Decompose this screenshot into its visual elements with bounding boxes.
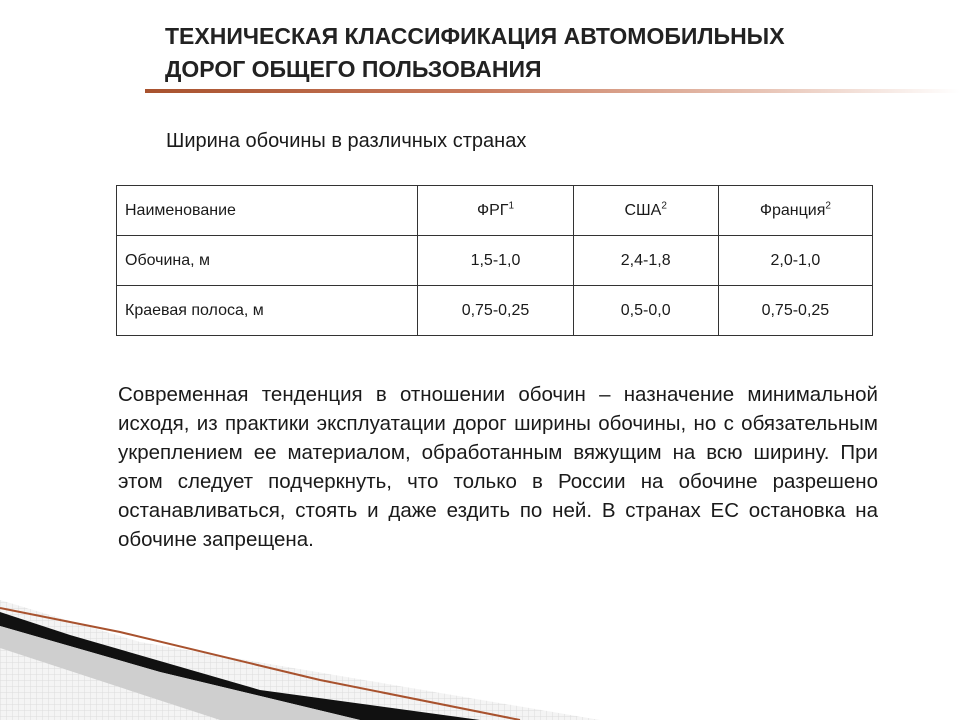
body-paragraph: Современная тенденция в отношении обочин – назначение минимальной исходя, из практики эксплуатации дорог ширины обочины, но с обязательным укреплением ее материалом, обработанным вяжущим на всю ширину. При этом следует подчеркнуть, что только в России на обочине разрешено останавливаться, стоять и даже ездить по ней. В странах ЕС остановка на обочине запрещена. [118,383,878,551]
table-row [117,236,873,286]
decorative-swoosh [0,590,960,720]
cell-frg: 1,5-1,0 [418,236,573,286]
cell-usa: 0,5-0,0 [573,286,718,336]
shoulder-width-table [116,185,873,336]
slide-title-line-1: ТЕХНИЧЕСКАЯ КЛАССИФИКАЦИЯ АВТОМОБИЛЬНЫХ [165,23,785,49]
table-caption: Ширина обочины в различных странах [166,130,527,152]
row-name: Обочина, м [117,236,418,286]
table-header-row [117,186,873,236]
header-usa-note: 2 [661,200,667,212]
cell-france: 2,0-1,0 [718,236,872,286]
cell-usa: 2,4-1,8 [573,236,718,286]
header-france-note: 2 [825,200,831,212]
title-underline [145,89,960,93]
header-usa: США$^2$ [573,186,718,236]
table-row [117,286,873,336]
header-frg-note: 1 [508,200,515,212]
header-frg: ФРГ$^1$ [418,186,573,236]
header-france: Франция$^2$ [718,186,872,236]
row-name: Краевая полоса, м [117,286,418,336]
slide-title [165,20,925,86]
header-name: Наименование [117,186,418,236]
slide-title-line-2: ДОРОГ ОБЩЕГО ПОЛЬЗОВАНИЯ [165,56,542,82]
cell-frg: 0,75-0,25 [418,286,573,336]
cell-france: 0,75-0,25 [718,286,872,336]
